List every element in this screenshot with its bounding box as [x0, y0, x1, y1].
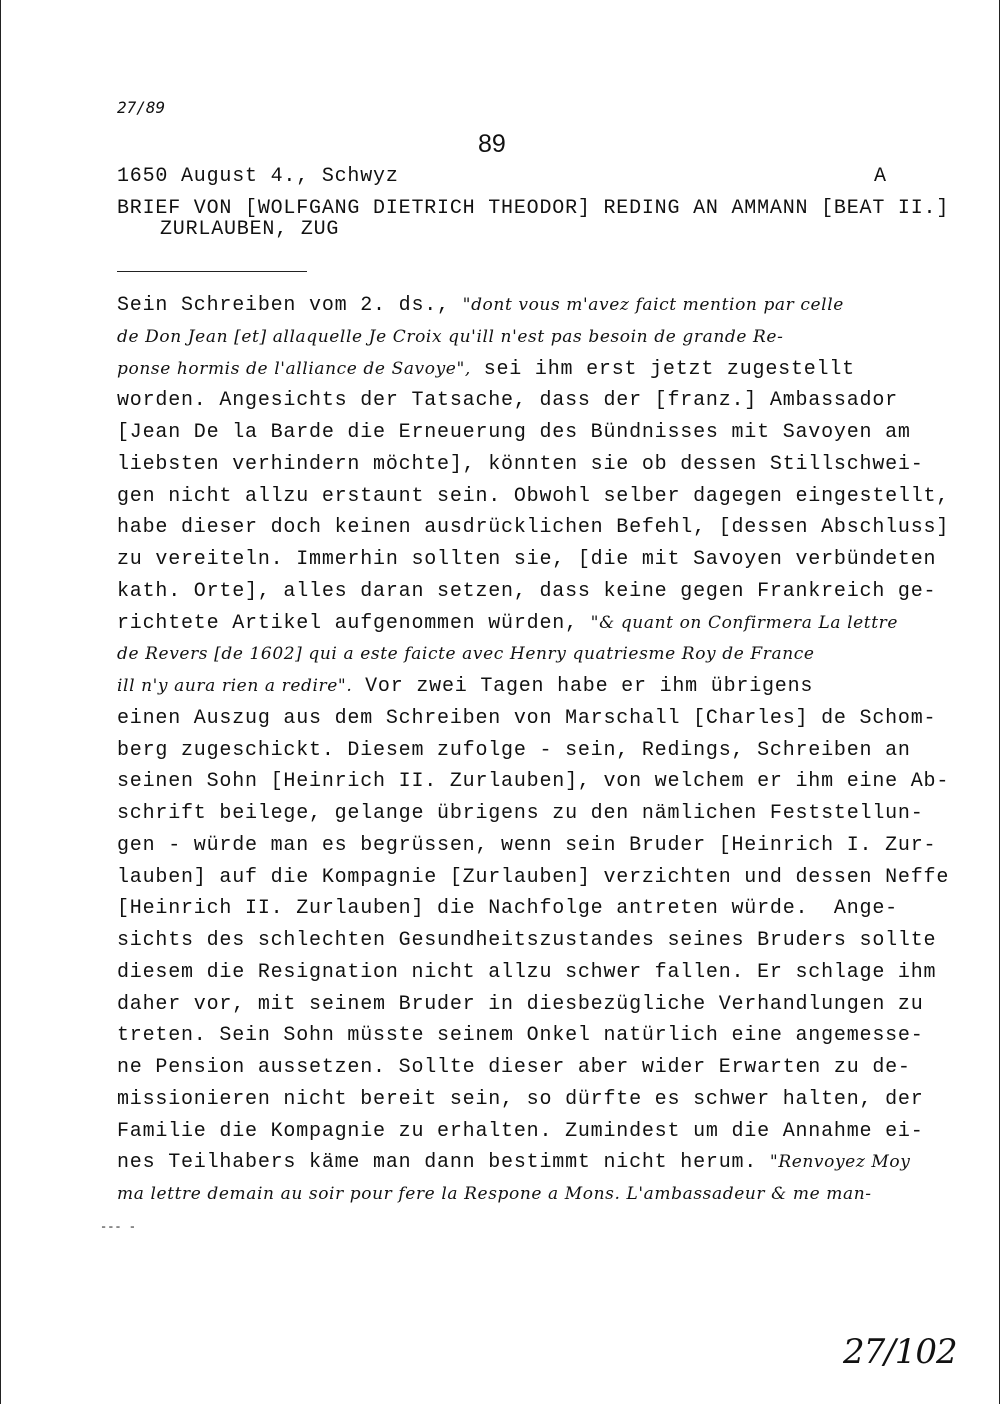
summary-text: seinen Sohn [Heinrich II. Zurlauben], von welchem er ihm eine Ab-: [117, 770, 950, 794]
summary-text: lauben] auf die Kompagnie [Zurlauben] verzichten und dessen Neffe: [117, 865, 950, 889]
body-text: [117, 290, 949, 1211]
summary-text: sichts des schlechten Gesundheitszustandes seines Bruders sollte: [117, 929, 937, 952]
summary-text: Sein Schreiben vom 2. ds.,: [117, 294, 463, 317]
text-line: [117, 735, 949, 767]
text-line: [117, 1179, 949, 1211]
footer-dash: --- -: [100, 1220, 137, 1234]
summary-text: Vor zwei Tagen habe er ihm übrigens: [352, 675, 814, 698]
text-line: [117, 354, 949, 386]
text-line: [117, 925, 949, 957]
text-line: [117, 290, 949, 322]
summary-text: zu vereiteln. Immerhin sollten sie, [die mit Savoyen verbündeten: [117, 548, 937, 571]
text-line: [117, 449, 949, 481]
quoted-french-text: "dont vous m'avez faict mention par celle: [462, 295, 844, 315]
summary-text: [Heinrich II. Zurlauben] die Nachfolge antreten würde. Ange-: [117, 897, 898, 921]
text-line: [117, 322, 949, 354]
text-line: [117, 1116, 949, 1148]
summary-text: habe dieser doch keinen ausdrücklichen Befehl, [dessen Abschluss]: [117, 516, 950, 540]
summary-text: gen nicht allzu erstaunt sein. Obwohl selber dagegen eingestellt,: [117, 484, 950, 508]
text-line: [117, 766, 949, 798]
text-line: [117, 893, 949, 925]
text-line: [117, 608, 949, 640]
summary-text: liebsten verhindern möchte], könnten sie ob dessen Stillschwei-: [117, 452, 924, 476]
summary-text: gen - würde man es begrüssen, wenn sein Bruder [Heinrich I. Zur-: [117, 833, 937, 857]
text-line: [117, 576, 949, 608]
summary-text: nes Teilhabers käme man dann bestimmt nicht herum.: [117, 1151, 770, 1175]
quoted-french-text: ma lettre demain au soir pour fere la Respone a Mons. L'ambassadeur & me man-: [117, 1184, 872, 1204]
quoted-french-text: ponse hormis de l'alliance de Savoye",: [117, 358, 471, 379]
text-line: [117, 512, 949, 544]
summary-text: sei ihm erst jetzt zugestellt: [470, 357, 855, 381]
summary-text: worden. Angesichts der Tatsache, dass der [franz.] Ambassador: [117, 389, 898, 413]
text-line: [117, 385, 949, 417]
text-line: [117, 417, 949, 449]
archive-reference: 27/89: [117, 98, 166, 117]
summary-text: einen Auszug aus dem Schreiben von Marschall [Charles] de Schom-: [117, 706, 937, 730]
summary-text: richtete Artikel aufgenommen würden,: [117, 611, 591, 635]
summary-text: [Jean De la Barde die Erneuerung des Bündnisses mit Savoyen am: [117, 421, 911, 444]
text-line: [117, 703, 949, 735]
summary-text: diesem die Resignation nicht allzu schwer fallen. Er schlage ihm: [117, 960, 937, 984]
summary-text: treten. Sein Sohn müsste seinem Onkel natürlich eine angemesse-: [117, 1024, 924, 1048]
summary-text: berg zugeschickt. Diesem zufolge - sein, Redings, Schreiben an: [117, 738, 911, 762]
summary-text: missionieren nicht bereit sein, so dürfte es schwer halten, der: [117, 1087, 924, 1111]
text-line: [117, 957, 949, 989]
text-line: [117, 544, 949, 576]
text-line: [117, 798, 949, 830]
quoted-french-text: "& quant on Confirmera La lettre: [590, 612, 899, 633]
quoted-french-text: de Don Jean [et] allaquelle Je Croix qu'ill n'est pas besoin de grande Re-: [117, 326, 784, 347]
summary-text: daher vor, mit seinem Bruder in diesbezügliche Verhandlungen zu: [117, 992, 924, 1016]
marker: A: [874, 165, 887, 188]
title-line-1: BRIEF VON [WOLFGANG DIETRICH THEODOR] REDING AN AMMANN [BEAT II.]: [117, 197, 950, 220]
text-line: [117, 862, 949, 894]
handwritten-reference: 27/102: [843, 1332, 957, 1372]
text-line: [117, 639, 949, 671]
text-line: [117, 1052, 949, 1084]
summary-text: Familie die Kompagnie zu erhalten. Zumindest um die Annahme ei-: [117, 1119, 924, 1143]
quoted-french-text: ill n'y aura rien a redire".: [117, 676, 353, 696]
summary-text: ne Pension aussetzen. Sollte dieser aber wider Erwarten zu de-: [117, 1056, 911, 1079]
date-place: 1650 August 4., Schwyz: [117, 165, 399, 188]
text-line: [117, 1020, 949, 1052]
document-number: 89: [478, 130, 506, 158]
text-line: [117, 1147, 949, 1179]
text-line: [117, 481, 949, 513]
text-line: [117, 1084, 949, 1116]
title-line-2: ZURLAUBEN, ZUG: [160, 218, 340, 241]
text-line: [117, 989, 949, 1021]
text-line: [117, 830, 949, 862]
quoted-french-text: de Revers [de 1602] qui a este faicte avec Henry quatriesme Roy de France: [117, 644, 815, 665]
summary-text: kath. Orte], alles daran setzen, dass keine gegen Frankreich ge-: [117, 579, 937, 603]
summary-text: schrift beilege, gelange übrigens zu den nämlichen Feststellun-: [117, 802, 924, 825]
divider-rule: [117, 271, 307, 272]
text-line: [117, 671, 949, 703]
quoted-french-text: "Renvoyez Moy: [769, 1152, 911, 1173]
